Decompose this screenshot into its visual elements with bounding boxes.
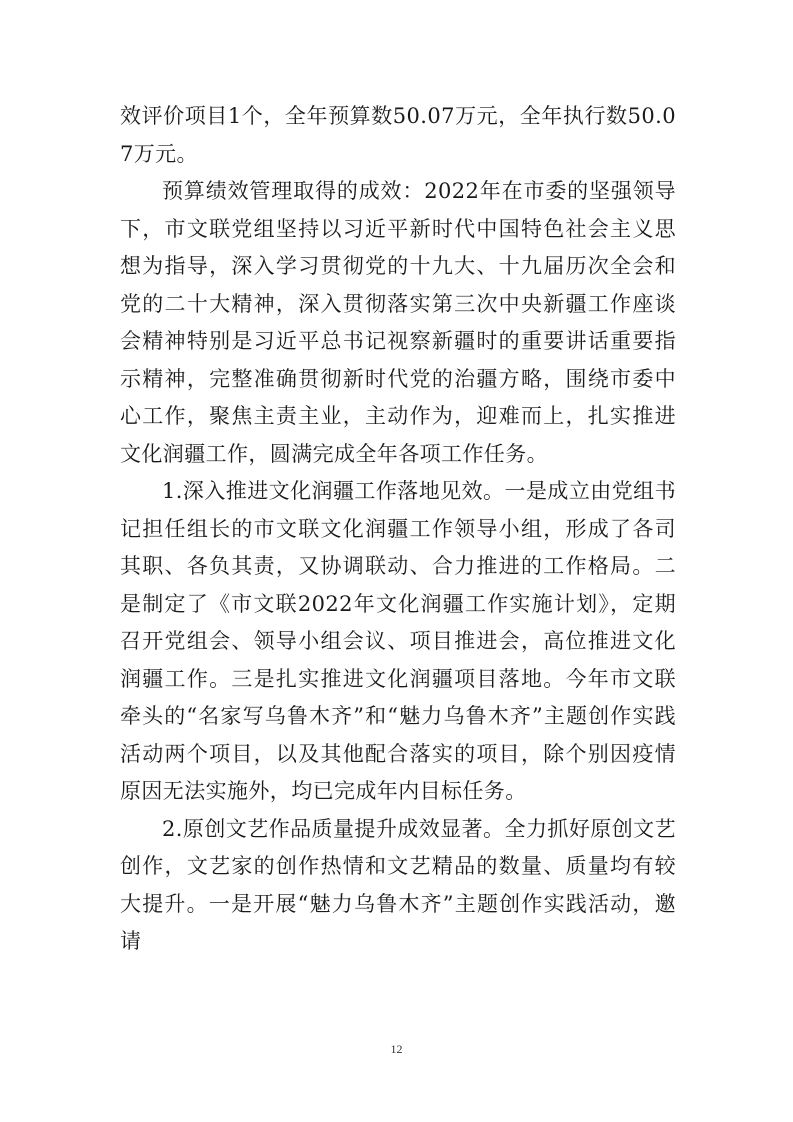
paragraph-cultural-work: 1.深入推进文化润疆工作落地见效。一是成立由党组书记担任组长的市文联文化润疆工作领导小组，形成了各司其职、各负其责，又协调联动、合力推进的工作格局。二是制定了《市文联2022年文化润疆工作实施计划》，定期召开党组会、领导小组会议、项目推进会，高位推进文化润疆工作。三是扎实推进文化润疆项目落地。今年市文联牵头的“名家写乌鲁木齐”和“魅力乌鲁木齐”主题创作实践活动两个项目，以及其他配合落实的项目，除个别因疫情原因无法实施外，均已完成年内目标任务。 [120,479,676,803]
body-text [120,98,676,961]
paragraph-achievements: 预算绩效管理取得的成效：2022年在市委的坚强领导下，市文联党组坚持以习近平新时代中国特色社会主义思想为指导，深入学习贯彻党的十九大、十九届历次全会和党的二十大精神，深入贯彻落实第三次中央新疆工作座谈会精神特别是习近平总书记视察新疆时的重要讲话重要指示精神，完整准确贯彻新时代党的治疆方略，围绕市委中心工作，聚焦主责主业，主动作为，迎难而上，扎实推进文化润疆工作，圆满完成全年各项工作任务。 [120,179,676,466]
paragraph-budget-summary: 效评价项目1个，全年预算数50.07万元，全年执行数50.07万元。 [120,104,676,166]
paragraph-original-works: 2.原创文艺作品质量提升成效显著。全力抓好原创文艺创作，文艺家的创作热情和文艺精品的数量、质量均有较大提升。一是开展“魅力乌鲁木齐”主题创作实践活动，邀请 [120,816,676,953]
page-number: 12 [390,1042,403,1056]
